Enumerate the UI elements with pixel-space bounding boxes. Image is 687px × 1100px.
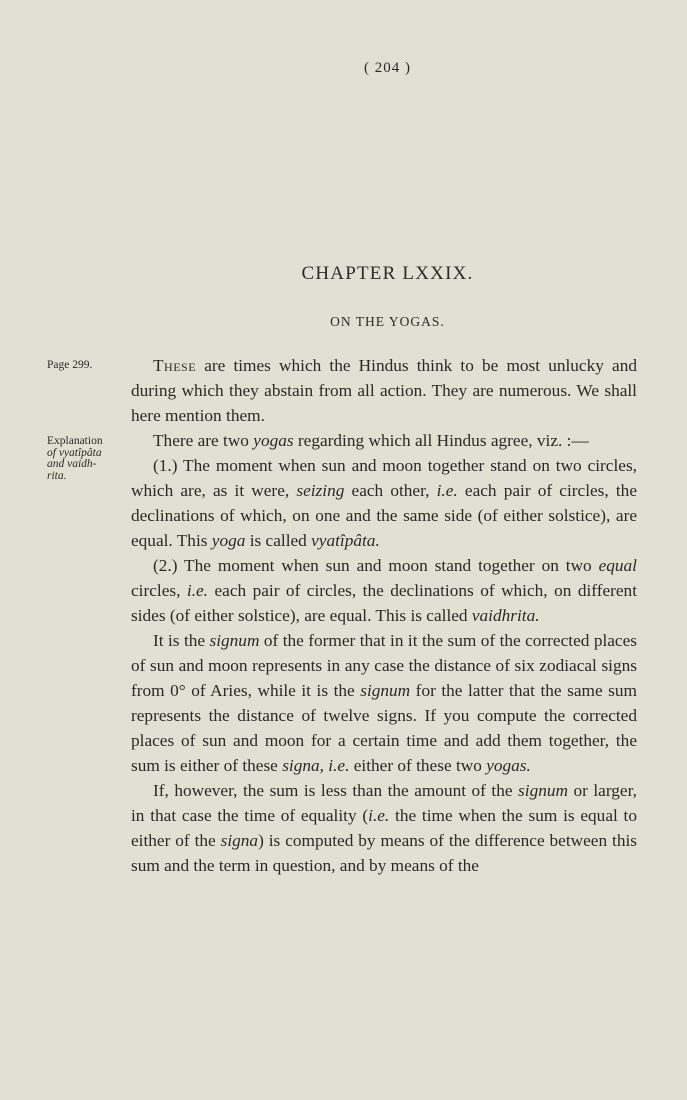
paragraph-1: These are times which the Hindus think to be most unlucky and during which they abstain from all action. They are numerous. We shall here mention them. — [131, 356, 637, 425]
body-text — [131, 353, 637, 878]
margin-note-line: and vaidh- — [47, 458, 97, 470]
margin-note-line: of vyatîpâta — [47, 446, 102, 459]
paragraph-2: There are two yogas regarding which all Hindus agree, viz. :— — [153, 431, 589, 450]
margin-note-explanation — [47, 436, 127, 482]
page-number: ( 204 ) — [364, 60, 411, 76]
margin-note-page-ref: Page 299. — [47, 359, 93, 371]
paragraph-6: If, however, the sum is less than the amount of the signum or larger, in that case the time of equality (i.e. the time when the sum is equal to either of the signa) is computed by means of the difference between this sum and the term in question, and by means of the — [131, 781, 637, 875]
paragraph-5: It is the signum of the former that in it the sum of the corrected places of sun and moon represents in any case the distance of six zodiacal signs from 0° of Aries, while it is the signum for the latter that the same sum represents the distance of twelve signs. If you compute the corrected places of sun and moon for a certain time and add them together, the sum is either of these signa, i.e. either of these two yogas. — [131, 631, 637, 775]
chapter-subtitle: ON THE YOGAS. — [330, 314, 445, 329]
paragraph-4: (2.) The moment when sun and moon stand together on two equal circles, i.e. each pair of circles, the declinations of which, on different sides (of either solstice), are equal. This is called vaidhrita. — [131, 556, 638, 625]
margin-note-line: rita. — [47, 469, 67, 482]
paragraph-3: (1.) The moment when sun and moon together stand on two circles, which are, as it were, seizing each other, i.e. each pair of circles, the declinations of which, on one and the same side (of either solstice), are equal. This yoga is called vyatîpâta. — [131, 456, 637, 550]
margin-note-line: Explanation — [47, 435, 103, 447]
chapter-title: CHAPTER LXXIX. — [301, 263, 474, 284]
